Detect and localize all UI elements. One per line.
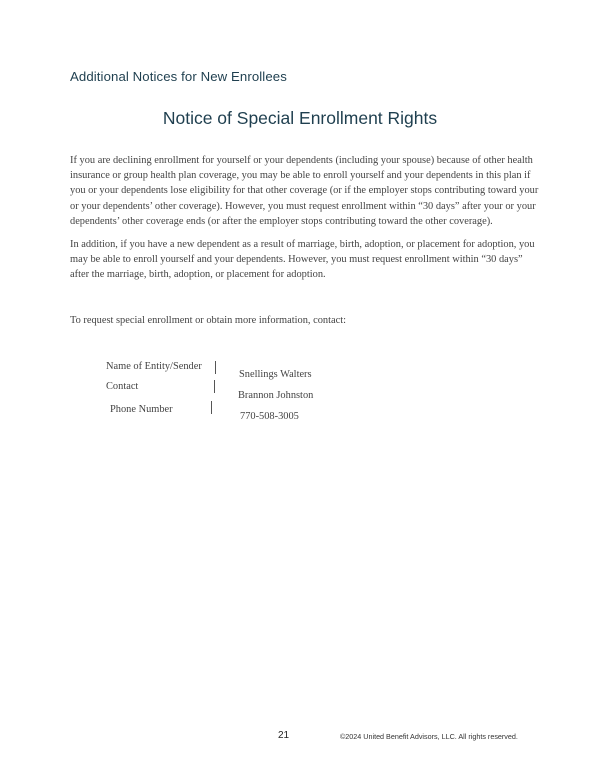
contact-label: Contact	[106, 381, 139, 392]
field-divider	[215, 361, 216, 374]
field-divider	[214, 380, 215, 393]
phone-value: 770-508-3005	[240, 411, 299, 422]
entity-label: Name of Entity/Sender	[106, 361, 202, 372]
field-divider	[211, 401, 212, 414]
paragraph-declining-enrollment: If you are declining enrollment for yourself or your dependents (including your spouse) because of other health insurance or group health plan coverage, you may be able to enroll yourself and your dependents in this plan if you or your dependents lose eligibility for that other coverage (or if the employer stops contributing toward your or your dependents’ other coverage). However, you must request enrollment within “30 days” after your or your dependents’ other coverage ends (or after the employer stops contributing toward the other coverage).	[70, 155, 539, 227]
section-label: Additional Notices for New Enrollees	[70, 69, 287, 84]
entity-value: Snellings Walters	[239, 369, 312, 380]
paragraph-new-dependent: In addition, if you have a new dependent as a result of marriage, birth, adoption, or placement for adoption, you may be able to enroll yourself and your dependents. However, you must request enrollment within “30 days” after the marriage, birth, adoption, or placement for adoption.	[70, 239, 535, 281]
paragraph-contact-intro: To request special enrollment or obtain more information, contact:	[70, 315, 346, 326]
copyright-notice: ©2024 United Benefit Advisors, LLC. All rights reserved.	[340, 732, 518, 741]
page-title: Notice of Special Enrollment Rights	[162, 108, 438, 128]
contact-value: Brannon Johnston	[238, 390, 314, 401]
phone-label: Phone Number	[110, 404, 173, 415]
page-number: 21	[278, 730, 290, 741]
